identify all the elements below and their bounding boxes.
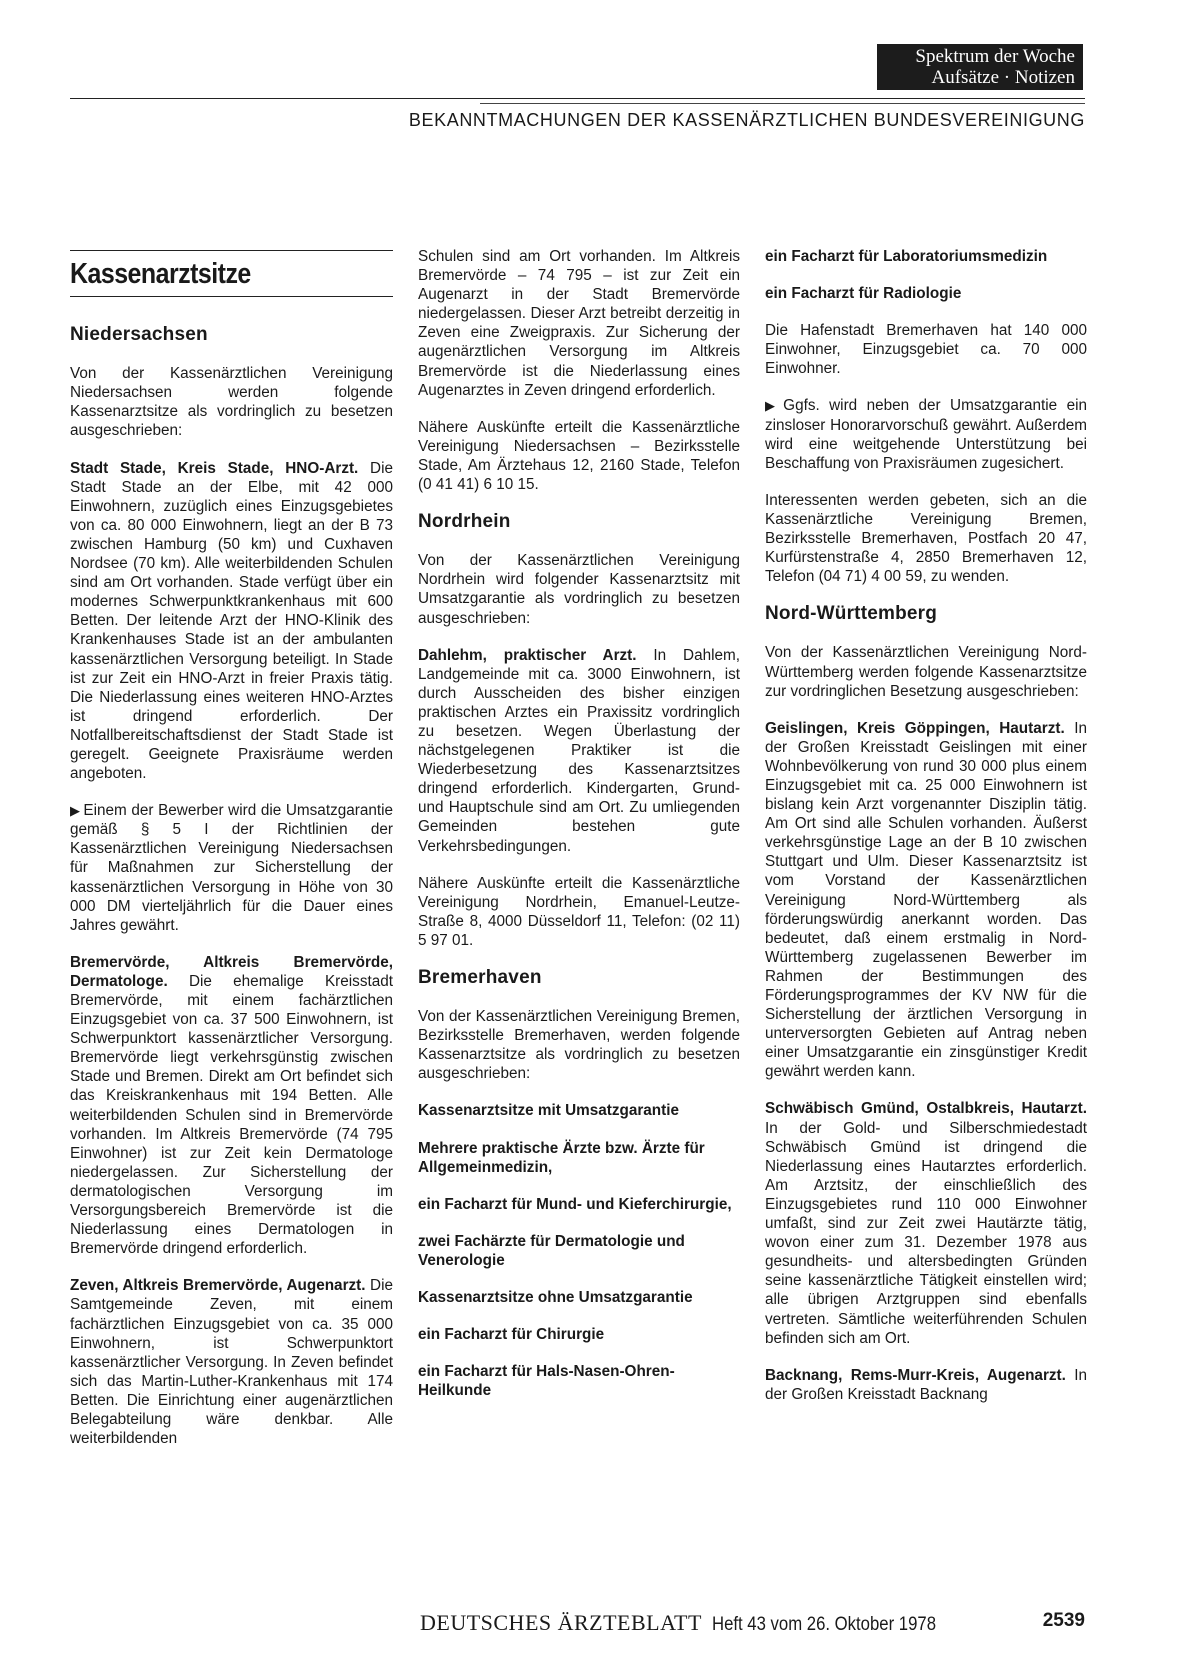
paragraph-hafenstadt: Die Hafenstadt Bremerhaven hat 140 000 Einwohner, Einzugsgebiet ca. 70 000 Einwohner. [765, 322, 1087, 378]
text-dahlehm: In Dahlem, Landgemeinde mit ca. 3000 Einwohnern, ist durch Ausscheiden des bisher einzigen praktischen Arztes ein Praxissitz vordringlich zu besetzen. Wegen Überlastung der nächstgelegenen Praktiker ist die Wiederbesetzung des Kassenarztsitzes dringend erforderlich. Kindergarten, Grund- und Hauptschule sind am Ort. Zu umliegenden Gemeinden bestehen gute Verkehrsbedingungen. [418, 646, 741, 855]
lead-bremervoerde: Bremervörde, Altkreis Bremervörde, Dermatologe. [70, 953, 393, 990]
text-bremervoerde: Die ehemalige Kreisstadt Bremervörde, mit einem fachärztlichen Einzugsgebiet von ca. 37 500 Einwohnern, ist Schwerpunktort kassenärztlicher Versorgung. Bremervörde liegt verkehrsgünstig zwischen Stade und Bremen. Direkt am Ort befindet sich das Kreiskrankenhaus mit 194 Betten. Alle weiterbildenden Schulen sind in Bremervörde vorhanden. Im Altkreis Bremervörde (74 795 Einwohner) ist zur Zeit kein Dermatologe niedergelassen. Zur Sicherstellung der dermatologischen Versorgung im Versorgungsbereich Bremervörde ist die Niederlassung eines Dermatologen in Bremervörde dringend erforderlich. [70, 972, 393, 1258]
paragraph-geislingen [765, 719, 1087, 1082]
triangle-bullet-icon: ▶ [765, 398, 781, 414]
paragraph-schwaebisch-gmuend [765, 1099, 1087, 1347]
paragraph-intro-nordrhein: Von der Kassenärztlichen Vereinigung Nordrhein wird folgender Kassenarztsitz mit Umsatzgarantie als vordringlich zu besetzen ausgeschrieben: [418, 552, 740, 627]
column-3 [765, 247, 1087, 1422]
paragraph-info-nordrhein: Nähere Auskünfte erteilt die Kassenärztliche Vereinigung Nordrhein, Emanuel-Leutze-Straße 8, 4000 Düsseldorf 11, Telefon: (02 11) 5 97 01. [418, 874, 740, 949]
paragraph-stade [70, 459, 393, 784]
lead-geislingen: Geislingen, Kreis Göppingen, Hautarzt. [765, 719, 1065, 737]
paragraph-umsatz [70, 801, 393, 935]
lead-stade: Stadt Stade, Kreis Stade, HNO-Arzt. [70, 459, 359, 477]
text-ggfs: Ggfs. wird neben der Umsatzgarantie ein zinsloser Honorarvorschuß gewährt. Außerdem wird eine weitgehende Unterstützung bei Beschaffung von Praxisräumen zugesichert. [765, 397, 1087, 472]
lead-dahlehm: Dahlehm, praktischer Arzt. [418, 646, 637, 664]
footer-journal-name: DEUTSCHES ÄRZTEBLATT [420, 1610, 702, 1635]
list-item-ohne-umsatz: Kassenarztsitze ohne Umsatzgarantie [418, 1289, 693, 1307]
paragraph-ggfs [765, 396, 1087, 472]
list-item-radiologie: ein Facharzt für Radiologie [765, 285, 962, 303]
section-label-line2: Aufsätze · Notizen [931, 67, 1075, 88]
header-rule-secondary [480, 103, 1085, 104]
paragraph-dahlehm [418, 646, 740, 856]
paragraph-zeven-continued: Schulen sind am Ort vorhanden. Im Altkreis Bremervörde – 74 795 – ist zur Zeit ein Augenarzt in der Stadt Bremervörde niedergelassen. Dieser Arzt betreibt derzeitig in Zeven eine Zweigpraxis. Zur Sicherung der augenärztlichen Versorgung im Altkreis Bremervörde ist die Niederlassung eines Augenarztes in Zeven dringend erforderlich. [418, 248, 740, 399]
text-stade: Die Stadt Stade an der Elbe, mit 42 000 Einwohnern, zuzüglich eines Einzugsgebietes von ca. 80 000 Einwohnern, liegt an der B 73 zwischen Hamburg (50 km) und Cuxhaven Nordsee (70 km). Alle weiterbildenden Schulen sind am Ort vorhanden. Stade verfügt über ein modernes Schwerpunktkrankenhaus mit 600 Betten. Der leitende Arzt der HNO-Klinik des Krankenhauses Stade ist an der ambulanten kassenärztlichen Versorgung beteiligt. In Stade ist zur Zeit ein HNO-Arzt in freier Praxis tätig. Die Niederlassung eines weiteren HNO-Arztes ist dringend erforderlich. Der Notfallbereitschaftsdienst der Stadt Stade ist geregelt. Geeignete Praxisräume werden angeboten. [70, 459, 393, 783]
column-2 [418, 247, 740, 1418]
heading-nordrhein: Nordrhein [418, 511, 511, 533]
lead-backnang: Backnang, Rems-Murr-Kreis, Augenarzt. [765, 1366, 1066, 1384]
footer-issue: Heft 43 vom 26. Oktober 1978 [711, 1614, 936, 1635]
list-item-dermatologie: zwei Fachärzte für Dermatologie und Venerologie [418, 1232, 685, 1269]
paragraph-info-bremen: Interessenten werden gebeten, sich an die Kassenärztliche Vereinigung Bremen, Bezirksstelle Bremerhaven, Postfach 20 47, Kurfürstenstraße 4, 2850 Bremerhaven 12, Telefon (04 71) 4 00 59, zu wenden. [765, 491, 1087, 586]
list-item-kieferchirurgie: ein Facharzt für Mund- und Kieferchirurgie, [418, 1195, 732, 1213]
heading-niedersachsen: Niedersachsen [70, 324, 208, 346]
list-item-chirurgie: ein Facharzt für Chirurgie [418, 1326, 605, 1344]
heading-bremerhaven: Bremerhaven [418, 967, 542, 988]
section-label-box [877, 44, 1083, 90]
lead-zeven: Zeven, Altkreis Bremervörde, Augenarzt. [70, 1277, 366, 1295]
column-1 [70, 250, 393, 1466]
paragraph-bremervoerde [70, 953, 393, 1259]
triangle-bullet-icon: ▶ [70, 803, 81, 819]
footer-page-number: 2539 [1042, 1610, 1085, 1631]
text-backnang: In der Großen Kreisstadt Backnang [765, 1366, 1088, 1403]
text-zeven: Die Samtgemeinde Zeven, mit einem fachärztlichen Einzugsgebiet von ca. 35 000 Einwohnern, ist Schwerpunktort kassenärztlicher Versorgung. In Zeven befindet sich das Martin-Luther-Krankenhaus mit 174 Betten. Die Einrichtung einer augenärztlichen Belegabteilung wäre denkbar. Alle weiterbildenden [70, 1277, 393, 1448]
list-item-laboratoriumsmedizin: ein Facharzt für Laboratoriumsmedizin [765, 248, 1048, 265]
paragraph-info-stade: Nähere Auskünfte erteilt die Kassenärztliche Vereinigung Niedersachsen – Bezirksstelle Stade, Am Ärztehaus 12, 2160 Stade, Telefon (0 41 41) 6 10 15. [418, 418, 740, 494]
page-footer [420, 1610, 1085, 1636]
text-geislingen: In der Großen Kreisstadt Geislingen mit einer Wohnbevölkerung von rund 30 000 plus einem Einzugsgebiet mit ca. 25 000 Einwohnern ist bislang kein Arzt vorgenannter Disziplin tätig. Am Ort sind alle Schulen vorhanden. Äußerst verkehrsgünstige Lage an der B 10 zwischen Stuttgart und Ulm. Dieser Kassenarztsitz ist vom Vorstand der Kassenärztlichen Vereinigung Nord-Württemberg als förderungswürdig anerkannt worden. Das bedeutet, daß einem erstmalig in Nord-Württemberg zugelassenen Bewerber im Rahmen der Bestimmungen des Förderungsprogrammes der KV NW für die Sicherstellung der ärztlichen Versorgung in unterversorgten Gebieten auf Antrag neben einer Umsatzgarantie ein zinsgünstiger Kredit gewährt werden kann. [765, 719, 1087, 1081]
paragraph-intro-nord-wuerttemberg: Von der Kassenärztlichen Vereinigung Nord-Württemberg werden folgende Kassenarztsitze zur vordringlichen Besetzung ausgeschrieben: [765, 644, 1087, 700]
paragraph-zeven [70, 1276, 393, 1448]
list-item-allgemeinmedizin: Mehrere praktische Ärzte bzw. Ärzte für Allgemeinmedizin, [418, 1139, 705, 1176]
page-header-title: BEKANNTMACHUNGEN DER KASSENÄRZTLICHEN BUNDESVEREINIGUNG [408, 110, 1085, 130]
list-item-hno: ein Facharzt für Hals-Nasen-Ohren-Heilkunde [418, 1363, 675, 1400]
paragraph-backnang [765, 1366, 1087, 1404]
text-umsatz: Einem der Bewerber wird die Umsatzgarantie gemäß § 5 I der Richtlinien der Kassenärztlichen Vereinigung Niedersachsen für Maßnahmen zur Sicherstellung der kassenärztlichen Versorgung in Höhe von 30 000 DM vierteljährlich für die Dauer eines Jahres gewährt. [70, 802, 393, 934]
section-label-line1: Spektrum der Woche [915, 46, 1075, 67]
article-title-box [70, 250, 393, 297]
paragraph-intro-bremerhaven: Von der Kassenärztlichen Vereinigung Bremen, Bezirksstelle Bremerhaven, werden folgende Kassenarztsitze als vordringlich zu besetzen ausgeschrieben: [418, 1008, 740, 1083]
list-item-mit-umsatz: Kassenarztsitze mit Umsatzgarantie [418, 1102, 679, 1120]
lead-schwaebisch-gmuend: Schwäbisch Gmünd, Ostalbkreis, Hautarzt. [765, 1100, 1087, 1118]
article-title: Kassenarztsitze [70, 258, 251, 290]
paragraph-intro-niedersachsen: Von der Kassenärztlichen Vereinigung Niedersachsen werden folgende Kassenarztsitze als vordringlich zu besetzen ausgeschrieben: [70, 365, 393, 440]
header-rule [70, 98, 1085, 99]
heading-nord-wuerttemberg: Nord-Württemberg [765, 603, 938, 625]
text-schwaebisch-gmuend: In der Gold- und Silberschmiedestadt Schwäbisch Gmünd ist dringend die Niederlassung eines Hautarztes erforderlich. Am Arztsitz, der einschließlich des Einzugsgebietes rund 110 000 Einwohner umfaßt, sind zur Zeit zwei Hautärzte tätig, wovon einer zum 31. Dezember 1978 aus gesundheits- und altersbedingten Gründen seine kassenärztliche Tätigkeit einstellen wird; alle übrigen Arztgruppen sind ebenfalls vertreten. Sämtliche weiterführenden Schulen befinden sich am Ort. [765, 1119, 1087, 1347]
